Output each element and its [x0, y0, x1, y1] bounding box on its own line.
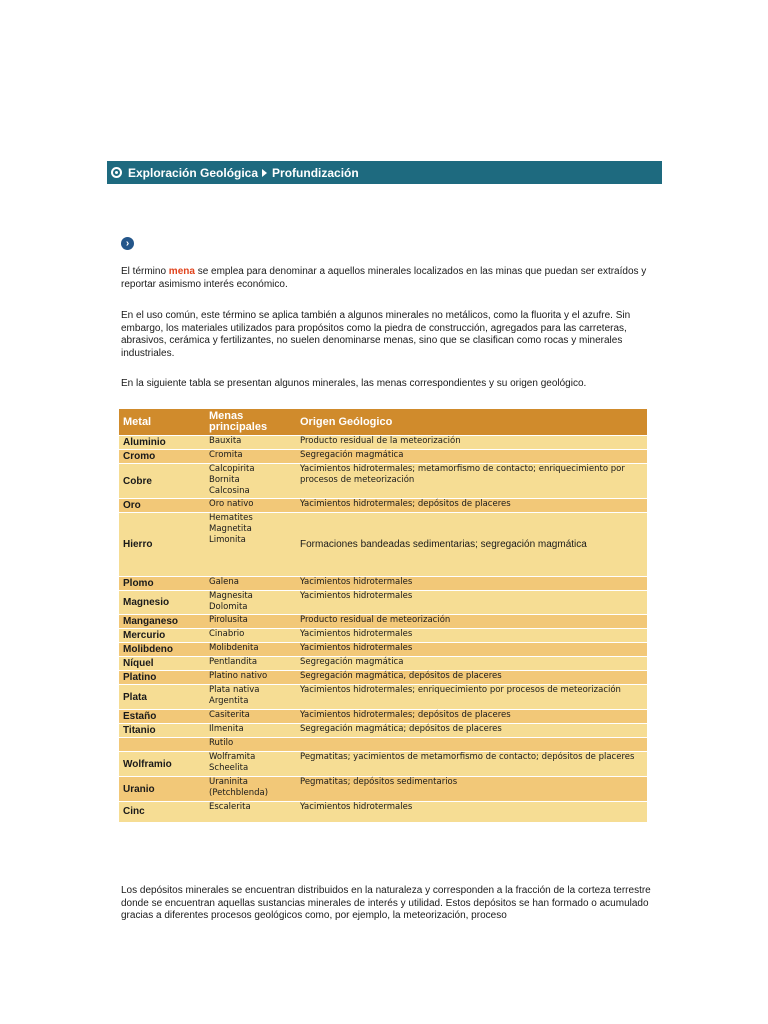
origen-cell-text: Producto residual de la meteorización [300, 436, 461, 446]
circle-bullet-icon [111, 167, 122, 178]
menas-cell [205, 738, 296, 752]
metal-cell [119, 643, 205, 657]
metal-cell [119, 802, 205, 822]
metal-cell [119, 657, 205, 671]
menas-cell [205, 499, 296, 513]
column-header-metal: Metal [119, 409, 205, 436]
menas-cell [205, 685, 296, 710]
origen-cell-text: Formaciones bandeadas sedimentarias; segregación magmática [300, 539, 587, 550]
origen-cell [296, 710, 647, 724]
menas-cell [205, 615, 296, 629]
menas-cell [205, 591, 296, 615]
menas-cell-text: Magnesita Dolomita [209, 591, 253, 612]
origen-cell-text: Segregación magmática; depósitos de placeres [300, 724, 502, 734]
chevron-right-icon: › [125, 237, 130, 249]
origen-cell [296, 499, 647, 513]
metal-cell-text: Cromo [123, 451, 156, 462]
breadcrumb-section[interactable]: Exploración Geológica [128, 165, 259, 180]
origen-cell-text: Producto residual de meteorización [300, 615, 451, 625]
intro-text-start: El término [121, 266, 169, 277]
menas-cell [205, 657, 296, 671]
metal-cell-text: Wolframio [123, 758, 172, 770]
menas-cell [205, 710, 296, 724]
origen-cell [296, 752, 647, 777]
origen-cell [296, 513, 647, 577]
menas-cell [205, 577, 296, 591]
menas-cell-text: Pirolusita [209, 615, 248, 625]
metal-cell-text: Níquel [123, 658, 154, 669]
table-row [119, 464, 647, 499]
metal-cell-text: Cinc [123, 806, 145, 818]
metal-cell-text: Hierro [123, 539, 153, 550]
menas-cell [205, 752, 296, 777]
metal-cell-text: Plomo [123, 578, 154, 589]
menas-cell-text: Platino nativo [209, 671, 268, 681]
metal-cell [119, 499, 205, 513]
table-row [119, 643, 647, 657]
origen-cell-text: Pegmatitas; yacimientos de metamorfismo de contacto; depósitos de placeres [300, 752, 635, 762]
metal-cell-text: Magnesio [123, 597, 170, 608]
origen-cell [296, 802, 647, 822]
origen-cell-text: Yacimientos hidrotermales; depósitos de placeres [300, 499, 511, 509]
metal-cell [119, 464, 205, 499]
breadcrumb-subsection[interactable]: Profundización [272, 165, 359, 180]
metal-cell-text: Uranio [123, 783, 155, 795]
origen-cell [296, 657, 647, 671]
metal-cell-text: Aluminio [123, 437, 166, 448]
menas-cell-text: Casiterita [209, 710, 250, 720]
intro-paragraph-2: En el uso común, este término se aplica también a algunos minerales no metálicos, como la fluorita y el azufre. Sin embargo, los materiales utilizados para propósitos como la piedra de construcción, agregados para las carreteras, abrasivos, cerámica y fertilizantes, no suelen denominarse menas, sino que se clasifican como rocas y minerales industriales. [121, 310, 631, 359]
metal-cell-text: Oro [123, 500, 141, 511]
table-row [119, 450, 647, 464]
table-row [119, 513, 647, 577]
menas-cell [205, 671, 296, 685]
intro-paragraph-3: En la siguiente tabla se presentan algunos minerales, las menas correspondientes y su origen geológico. [121, 378, 587, 389]
metal-cell [119, 685, 205, 710]
table-row [119, 777, 647, 802]
origen-cell-text: Yacimientos hidrotermales [300, 577, 413, 587]
table-row [119, 738, 647, 752]
origen-cell [296, 724, 647, 738]
metal-cell [119, 615, 205, 629]
metal-cell [119, 629, 205, 643]
origen-cell-text: Yacimientos hidrotermales [300, 643, 413, 653]
section-header-bar [107, 161, 662, 184]
origen-cell [296, 591, 647, 615]
metal-cell [119, 777, 205, 802]
table-row [119, 685, 647, 710]
closing-paragraph: Los depósitos minerales se encuentran distribuidos en la naturaleza y corresponden a la fracción de la corteza terrestre donde se encuentran aquellas sustancias minerales de interés y utilidad. Estos depósitos se han formado o acumulado gracias a diferentes procesos geológicos como, por ejemplo, la meteorización, proceso [121, 885, 651, 922]
origen-cell [296, 777, 647, 802]
metal-cell [119, 724, 205, 738]
metal-cell [119, 450, 205, 464]
menas-cell [205, 436, 296, 450]
origen-cell-text: Yacimientos hidrotermales [300, 591, 413, 601]
menas-cell [205, 777, 296, 802]
menas-cell-text: Plata nativa Argentita [209, 685, 260, 706]
origen-cell [296, 685, 647, 710]
metal-cell [119, 577, 205, 591]
metal-cell [119, 710, 205, 724]
origen-cell-text: Segregación magmática [300, 657, 404, 667]
origen-cell [296, 577, 647, 591]
menas-cell-text: Pentlandita [209, 657, 258, 667]
menas-cell-text: Uraninita (Petchblenda) [209, 777, 269, 798]
intro-text-end: se emplea para denominar a aquellos minerales localizados en las minas que puedan ser extraídos y reportar asimismo interés económico. [121, 266, 647, 290]
menas-cell [205, 450, 296, 464]
table-row [119, 710, 647, 724]
menas-cell-text: Cromita [209, 450, 243, 460]
origen-cell-text: Yacimientos hidrotermales [300, 629, 413, 639]
origen-cell-text: Segregación magmática, depósitos de placeres [300, 671, 502, 681]
metal-cell [119, 513, 205, 577]
origen-cell-text: Yacimientos hidrotermales; metamorfismo de contacto; enriquecimiento por procesos de meteorización [300, 464, 625, 485]
origen-cell [296, 436, 647, 450]
menas-cell-text: Rutilo [209, 738, 234, 748]
menas-cell-text: Galena [209, 577, 239, 587]
column-header-origen: Origen Geólogico [296, 409, 647, 436]
menas-cell-text: Hematites Magnetita Limonita [209, 513, 253, 545]
metal-cell-text: Titanio [123, 725, 156, 736]
menas-cell [205, 802, 296, 822]
origen-cell-text: Pegmatitas; depósitos sedimentarios [300, 777, 458, 787]
table-row [119, 499, 647, 513]
origen-cell [296, 671, 647, 685]
menas-cell-text: Cinabrio [209, 629, 245, 639]
origen-cell-text: Yacimientos hidrotermales; enriquecimiento por procesos de meteorización [300, 685, 621, 695]
origen-cell [296, 738, 647, 752]
origen-cell [296, 464, 647, 499]
origen-cell-text: Yacimientos hidrotermales; depósitos de placeres [300, 710, 511, 720]
origen-cell [296, 615, 647, 629]
origen-cell [296, 450, 647, 464]
table-row [119, 752, 647, 777]
table-row [119, 802, 647, 822]
metal-cell-text: Platino [123, 672, 157, 683]
metal-cell [119, 591, 205, 615]
menas-cell-text: Ilmenita [209, 724, 244, 734]
menas-cell-text: Bauxita [209, 436, 242, 446]
metal-cell-text: Plata [123, 691, 147, 703]
origen-cell-text: Segregación magmática [300, 450, 404, 460]
metal-cell [119, 671, 205, 685]
table-row [119, 629, 647, 643]
table-row [119, 671, 647, 685]
next-button[interactable] [121, 237, 134, 250]
menas-cell-text: Wolframita Scheelita [209, 752, 256, 773]
table-header-row [119, 409, 647, 436]
table-body [119, 436, 647, 822]
menas-cell-text: Oro nativo [209, 499, 254, 509]
metal-cell [119, 752, 205, 777]
metal-cell-text: Mercurio [123, 630, 166, 641]
metal-cell-text: Estaño [123, 711, 157, 722]
menas-cell-text: Calcopirita Bornita Calcosina [209, 464, 255, 496]
table-row [119, 591, 647, 615]
menas-cell [205, 513, 296, 577]
menas-cell-text: Molibdenita [209, 643, 259, 653]
menas-cell [205, 464, 296, 499]
metal-cell [119, 436, 205, 450]
metal-cell-text: Molibdeno [123, 644, 173, 655]
metal-cell-text: Cobre [123, 475, 152, 487]
table-row [119, 615, 647, 629]
table-row [119, 657, 647, 671]
intro-paragraph-1 [121, 266, 651, 291]
highlight-term: mena [168, 266, 195, 277]
triangle-right-icon [262, 169, 267, 177]
origen-cell-text: Yacimientos hidrotermales [300, 802, 413, 812]
menas-cell [205, 724, 296, 738]
metal-cell [119, 738, 205, 752]
menas-cell [205, 629, 296, 643]
menas-cell-text: Escalerita [209, 802, 251, 812]
origen-cell [296, 643, 647, 657]
column-header-menas: Menas principales [205, 409, 296, 436]
menas-cell [205, 643, 296, 657]
minerals-table [119, 409, 647, 822]
table-row [119, 436, 647, 450]
origen-cell [296, 629, 647, 643]
table-row [119, 724, 647, 738]
table-row [119, 577, 647, 591]
metal-cell-text: Manganeso [123, 616, 179, 627]
